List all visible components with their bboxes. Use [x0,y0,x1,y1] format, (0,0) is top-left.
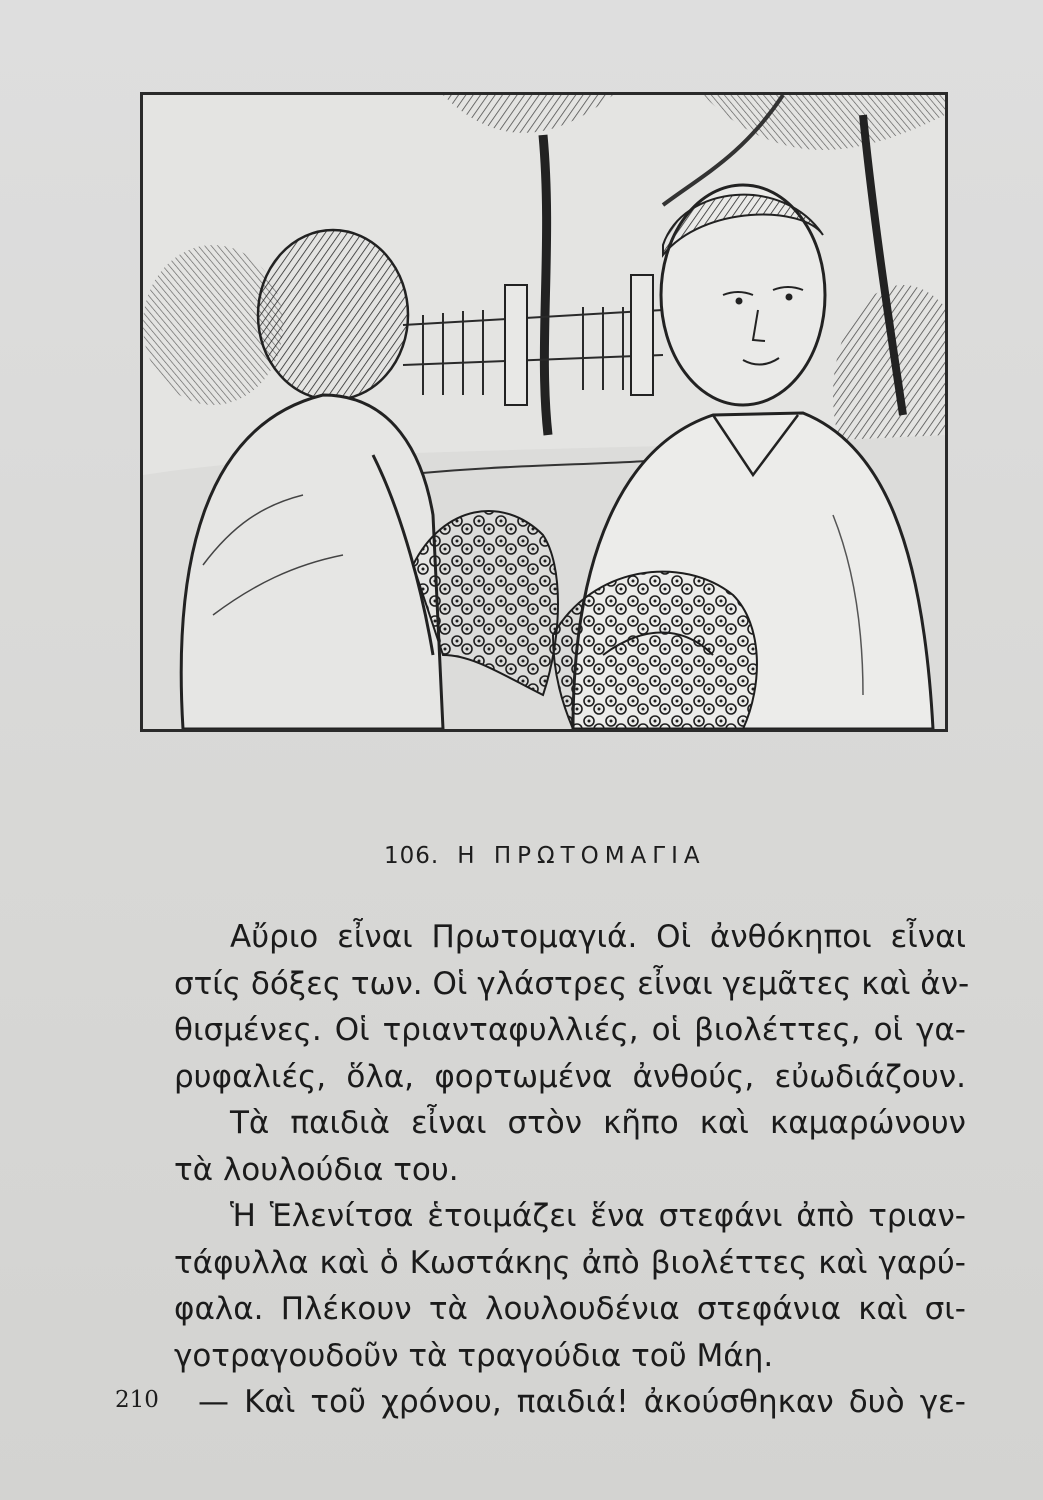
chapter-number: 106. [384,843,440,869]
chapter-title: Η ΠΡΩΤΟΜΑΓΙΑ [457,843,706,869]
text-line: ρυφαλιές, ὅλα, φορτωμένα ἀνθούς, εὐωδιάζουν. [174,1058,966,1095]
text-line: φαλα. Πλέκουν τὰ λουλουδένια στεφάνια καὶ σι- [174,1291,966,1327]
page-number: 210 [115,1387,159,1413]
text-line: στίς δόξες των. Οἱ γλάστρες εἶναι γεμᾶτες καὶ ἀν- [174,965,970,1002]
text-line: τὰ λουλούδια του. [174,1151,459,1188]
body-text [174,914,970,1426]
text-line: θισμένες. Οἱ τριανταφυλλιές, οἱ βιολέττες, οἱ γα- [174,1012,966,1048]
text-line: Τὰ παιδιὰ εἶναι στὸν κῆπο καὶ καμαρώνουν [230,1105,966,1141]
text-line: Αὔριο εἶναι Πρωτομαγιά. Οἱ ἀνθόκηποι εἶναι [230,919,966,955]
illustration-frame [140,92,948,732]
text-line: γοτραγουδοῦν τὰ τραγούδια τοῦ Μάη. [174,1337,774,1374]
text-line: Ἡ Ἑλενίτσα ἑτοιμάζει ἕνα στεφάνι ἀπὸ τριαν- [230,1198,966,1234]
chapter-heading [384,843,804,869]
text-line: — Καὶ τοῦ χρόνου, παιδιά! ἀκούσθηκαν δυὸ γε- [198,1384,966,1420]
text-line: τάφυλλα καὶ ὁ Κωστάκης ἀπὸ βιολέττες καὶ γαρύ- [174,1244,966,1281]
children-with-wreaths-drawing [143,95,945,729]
